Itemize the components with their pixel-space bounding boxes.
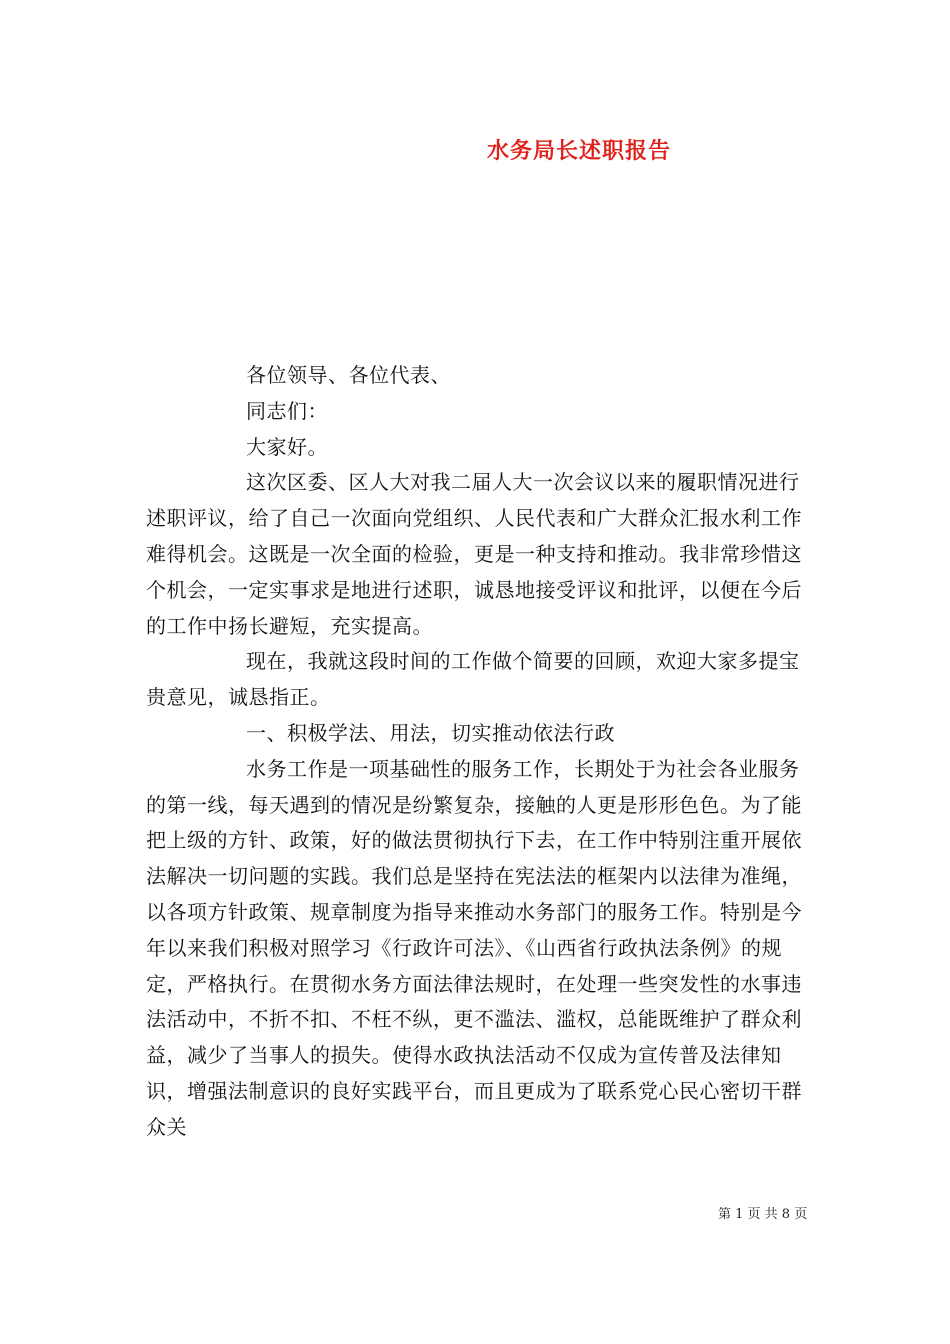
- body-paragraph: 现在，我就这段时间的工作做个简要的回顾，欢迎大家多提宝贵意见，诚恳指正。: [146, 649, 800, 710]
- salutation-line-1: 各位领导、各位代表、: [246, 363, 451, 387]
- page-number-footer: 第 1 页 共 8 页: [718, 1207, 808, 1222]
- body-paragraph: 水务工作是一项基础性的服务工作，长期处于为社会各业服务的第一线，每天遇到的情况是纷繁复杂，接触的人更是形形色色。为了能把上级的方针、政策，好的做法贯彻执行下去，在工作中特别注重开展依法解决一切问题的实践。我们总是坚持在宪法法的框架内以法律为准绳，以各项方针政策、规章制度为指导来推动水务部门的服务工作。特别是今年以来我们积极对照学习《行政许可法》、《山西省行政执法条例》的规定，严格执行。在贯彻水务方面法律法规时，在处理一些突发性的水事违法活动中，不折不扣、不枉不纵，更不滥法、滥权，总能既维护了群众利益，减少了当事人的损失。使得水政执法活动不仅成为宣传普及法律知识，增强法制意识的良好实践平台，而且更成为了联系党心民心密切干群众关: [146, 756, 802, 1139]
- greeting: 大家好。: [246, 434, 328, 459]
- body-paragraph: 这次区委、区人大对我二届人大一次会议以来的履职情况进行述职评议，给了自己一次面向党组织、人民代表和广大群众汇报水利工作难得机会。这既是一次全面的检验，更是一种支持和推动。我非常珍惜这个机会，一定实事求是地进行述职，诚恳地接受评议和批评，以便在今后的工作中扬长避短，充实提高。: [146, 470, 802, 638]
- section-heading: 一、积极学法、用法，切实推动依法行政: [246, 720, 615, 745]
- document-body: [146, 358, 810, 1146]
- document-title: 水务局长述职报告: [487, 138, 672, 164]
- salutation-line-2: 同志们：: [246, 398, 328, 423]
